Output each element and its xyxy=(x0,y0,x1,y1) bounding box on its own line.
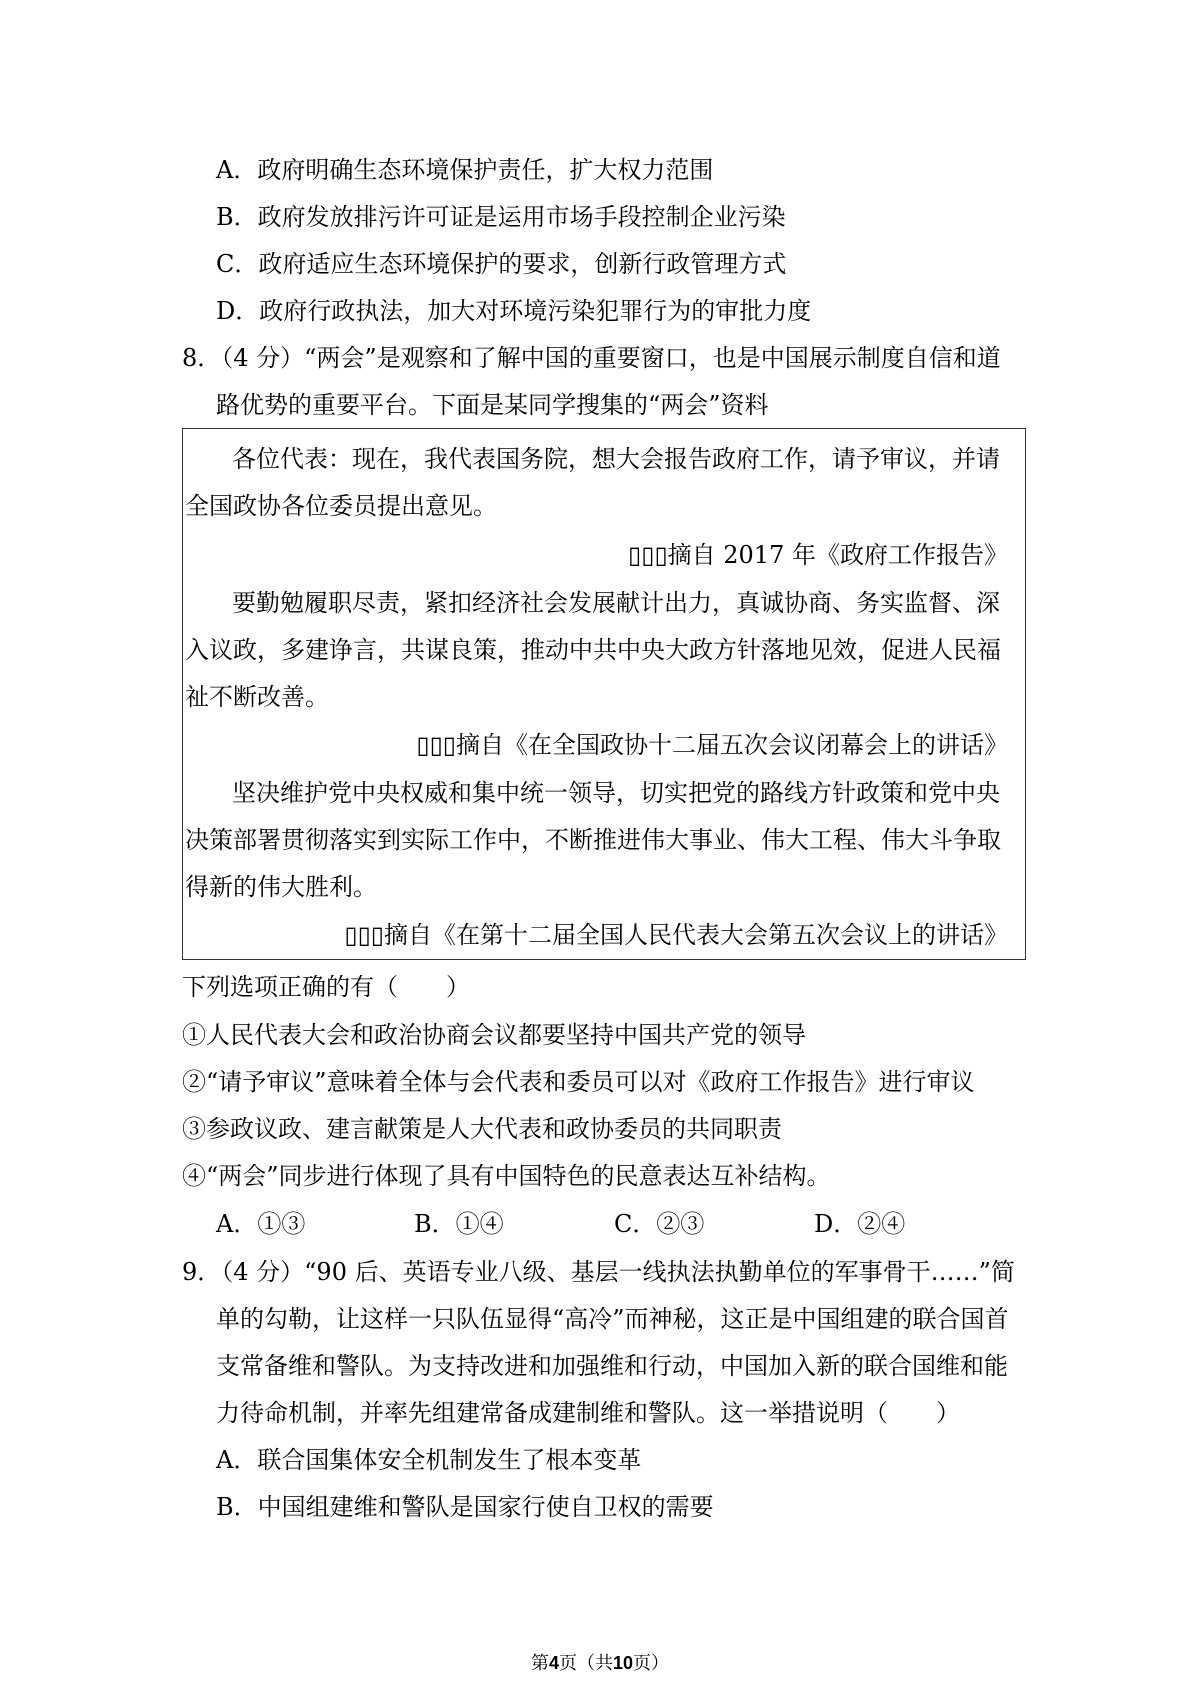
material-p3-line2: 决策部署贯彻落实到实际工作中，不断推进伟大事业、伟大工程、伟大斗争取 xyxy=(185,826,1001,854)
q8-item-3: ③参政议政、建言献策是人大代表和政协委员的共同职责 xyxy=(182,1115,782,1143)
footer-prefix: 第 xyxy=(530,1653,549,1674)
material-p1-line2: 全国政协各位委员提出意见。 xyxy=(185,492,497,520)
material-p2-line2: 入议政，多建诤言，共谋良策，推动中共中央大政方针落地见效，促进人民福 xyxy=(185,636,1001,664)
q9-stem-line1: 9．（4 分）“90 后、英语专业八级、基层一线执法执勤单位的军事骨干……”简 xyxy=(182,1258,1015,1286)
material-p1-line1: 各位代表：现在，我代表国务院，想大会报告政府工作，请予审议，并请 xyxy=(232,445,1000,473)
q8-option-b: B．①④ xyxy=(414,1210,504,1238)
q8-option-d: D．②④ xyxy=(814,1210,906,1238)
material-p2-line3: 祉不断改善。 xyxy=(185,683,329,711)
q8-item-1: ①人民代表大会和政治协商会议都要坚持中国共产党的领导 xyxy=(182,1021,806,1049)
footer-page-number: 4 xyxy=(548,1653,559,1673)
q8-item-4: ④“两会”同步进行体现了具有中国特色的民意表达互补结构。 xyxy=(182,1162,831,1190)
material-p2-line1: 要勤勉履职尽责，紧扣经济社会发展献计出力，真诚协商、务实监督、深 xyxy=(232,589,1000,617)
page-footer xyxy=(0,1651,1200,1676)
q7-option-d: D．政府行政执法，加大对环境污染犯罪行为的审批力度 xyxy=(216,297,812,325)
material-source-1: ▯▯▯摘自 2017 年《政府工作报告》 xyxy=(628,541,1008,569)
footer-page-total: 10 xyxy=(612,1653,634,1673)
q8-stem-line2: 路优势的重要平台。下面是某同学搜集的“两会”资料 xyxy=(216,391,769,419)
q7-option-b: B．政府发放排污许可证是运用市场手段控制企业污染 xyxy=(216,203,786,231)
material-p3-line1: 坚决维护党中央权威和集中统一领导，切实把党的路线方针政策和党中央 xyxy=(232,779,1000,807)
q8-stem-line1: 8．（4 分）“两会”是观察和了解中国的重要窗口，也是中国展示制度自信和道 xyxy=(182,344,1001,372)
q7-option-a: A．政府明确生态环境保护责任，扩大权力范围 xyxy=(216,156,714,184)
q8-prompt: 下列选项正确的有（ ） xyxy=(182,973,470,1001)
q8-item-2: ②“请予审议”意味着全体与会代表和委员可以对《政府工作报告》进行审议 xyxy=(182,1068,975,1096)
material-source-2: ▯▯▯摘自《在全国政协十二届五次会议闭幕会上的讲话》 xyxy=(416,731,1008,759)
q8-option-c: C．②③ xyxy=(614,1210,705,1238)
q9-stem-line4: 力待命机制，并率先组建常备成建制维和警队。这一举措说明（ ） xyxy=(216,1399,960,1427)
q9-stem-line2: 单的勾勒，让这样一只队伍显得“高冷”而神秘，这正是中国组建的联合国首 xyxy=(216,1305,1009,1333)
q9-stem-line3: 支常备维和警队。为支持改进和加强维和行动，中国加入新的联合国维和能 xyxy=(216,1352,1008,1380)
q8-option-a: A．①③ xyxy=(216,1210,306,1238)
q7-option-c: C．政府适应生态环境保护的要求，创新行政管理方式 xyxy=(216,250,787,278)
q9-option-a: A．联合国集体安全机制发生了根本变革 xyxy=(216,1446,642,1474)
footer-mid: 页（共 xyxy=(558,1653,613,1674)
material-source-3: ▯▯▯摘自《在第十二届全国人民代表大会第五次会议上的讲话》 xyxy=(344,921,1008,949)
q9-option-b: B．中国组建维和警队是国家行使自卫权的需要 xyxy=(216,1493,714,1521)
footer-suffix: 页） xyxy=(633,1653,670,1674)
material-p3-line3: 得新的伟大胜利。 xyxy=(185,873,377,901)
